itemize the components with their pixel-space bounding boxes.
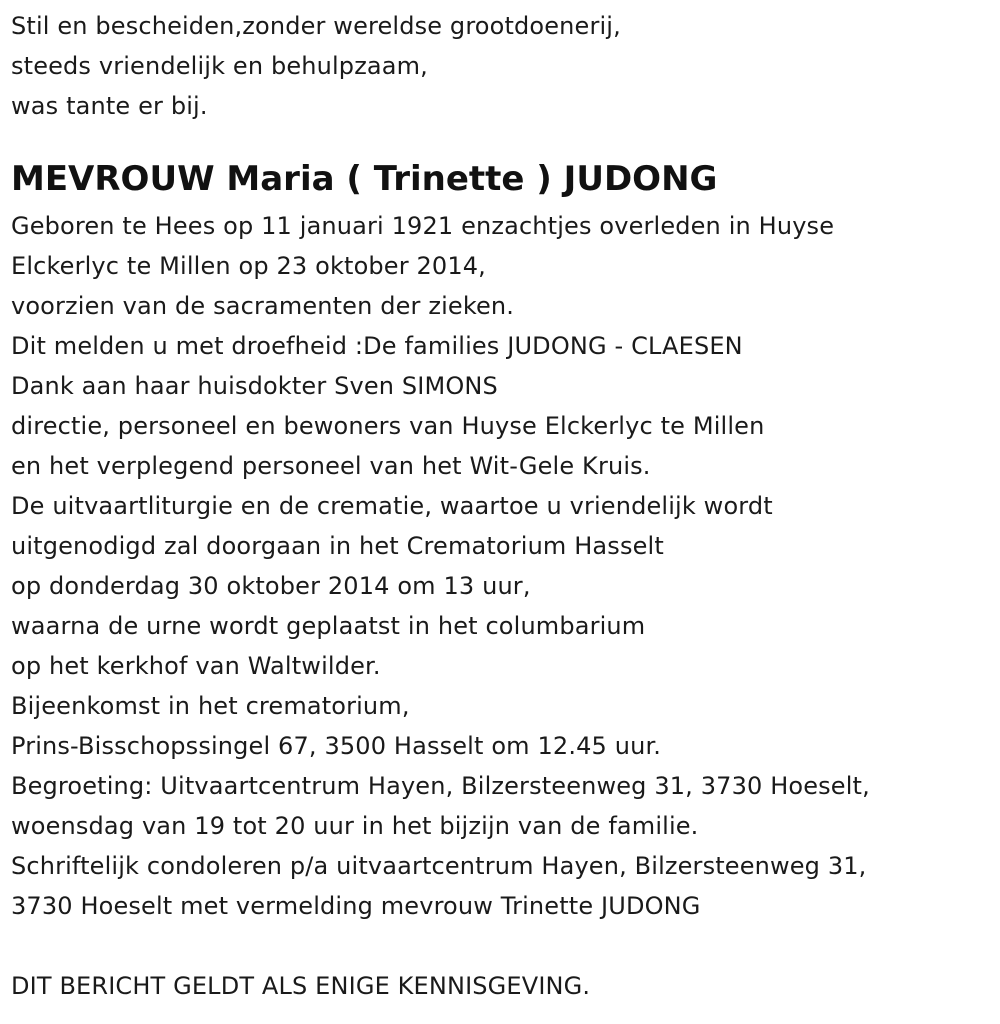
body-line: woensdag van 19 tot 20 uur in het bijzijn van de familie. xyxy=(11,812,699,840)
body-line: op het kerkhof van Waltwilder. xyxy=(11,652,381,680)
notice-body xyxy=(11,206,986,926)
poem xyxy=(11,6,986,126)
body-line: en het verplegend personeel van het Wit-Gele Kruis. xyxy=(11,452,651,480)
body-line: 3730 Hoeselt met vermelding mevrouw Trinette JUDONG xyxy=(11,892,701,920)
body-line: De uitvaartliturgie en de crematie, waartoe u vriendelijk wordt xyxy=(11,492,773,520)
death-notice xyxy=(11,6,986,1006)
spacer xyxy=(11,926,986,966)
body-line: Schriftelijk condoleren p/a uitvaartcentrum Hayen, Bilzersteenweg 31, xyxy=(11,852,867,880)
body-line: voorzien van de sacramenten der zieken. xyxy=(11,292,515,320)
body-line: Bijeenkomst in het crematorium, xyxy=(11,692,410,720)
body-line: op donderdag 30 oktober 2014 om 13 uur, xyxy=(11,572,531,600)
body-line: Geboren te Hees op 11 januari 1921 enzachtjes overleden in Huyse xyxy=(11,212,835,240)
body-line: directie, personeel en bewoners van Huyse Elckerlyc te Millen xyxy=(11,412,765,440)
poem-line: was tante er bij. xyxy=(11,92,208,120)
body-line: Elckerlyc te Millen op 23 oktober 2014, xyxy=(11,252,486,280)
body-line: Dank aan haar huisdokter Sven SIMONS xyxy=(11,372,498,400)
body-line: waarna de urne wordt geplaatst in het columbarium xyxy=(11,612,646,640)
body-line: Begroeting: Uitvaartcentrum Hayen, Bilzersteenweg 31, 3730 Hoeselt, xyxy=(11,772,870,800)
closing-statement: DIT BERICHT GELDT ALS ENIGE KENNISGEVING. xyxy=(11,972,591,1000)
deceased-name-title: MEVROUW Maria ( Trinette ) JUDONG xyxy=(11,159,718,199)
body-line: Prins-Bisschopssingel 67, 3500 Hasselt om 12.45 uur. xyxy=(11,732,662,760)
spacer xyxy=(11,126,986,156)
body-line: uitgenodigd zal doorgaan in het Crematorium Hasselt xyxy=(11,532,664,560)
poem-line: steeds vriendelijk en behulpzaam, xyxy=(11,52,428,80)
body-line: Dit melden u met droefheid :De families JUDONG - CLAESEN xyxy=(11,332,743,360)
poem-line: Stil en bescheiden,zonder wereldse grootdoenerij, xyxy=(11,12,621,40)
